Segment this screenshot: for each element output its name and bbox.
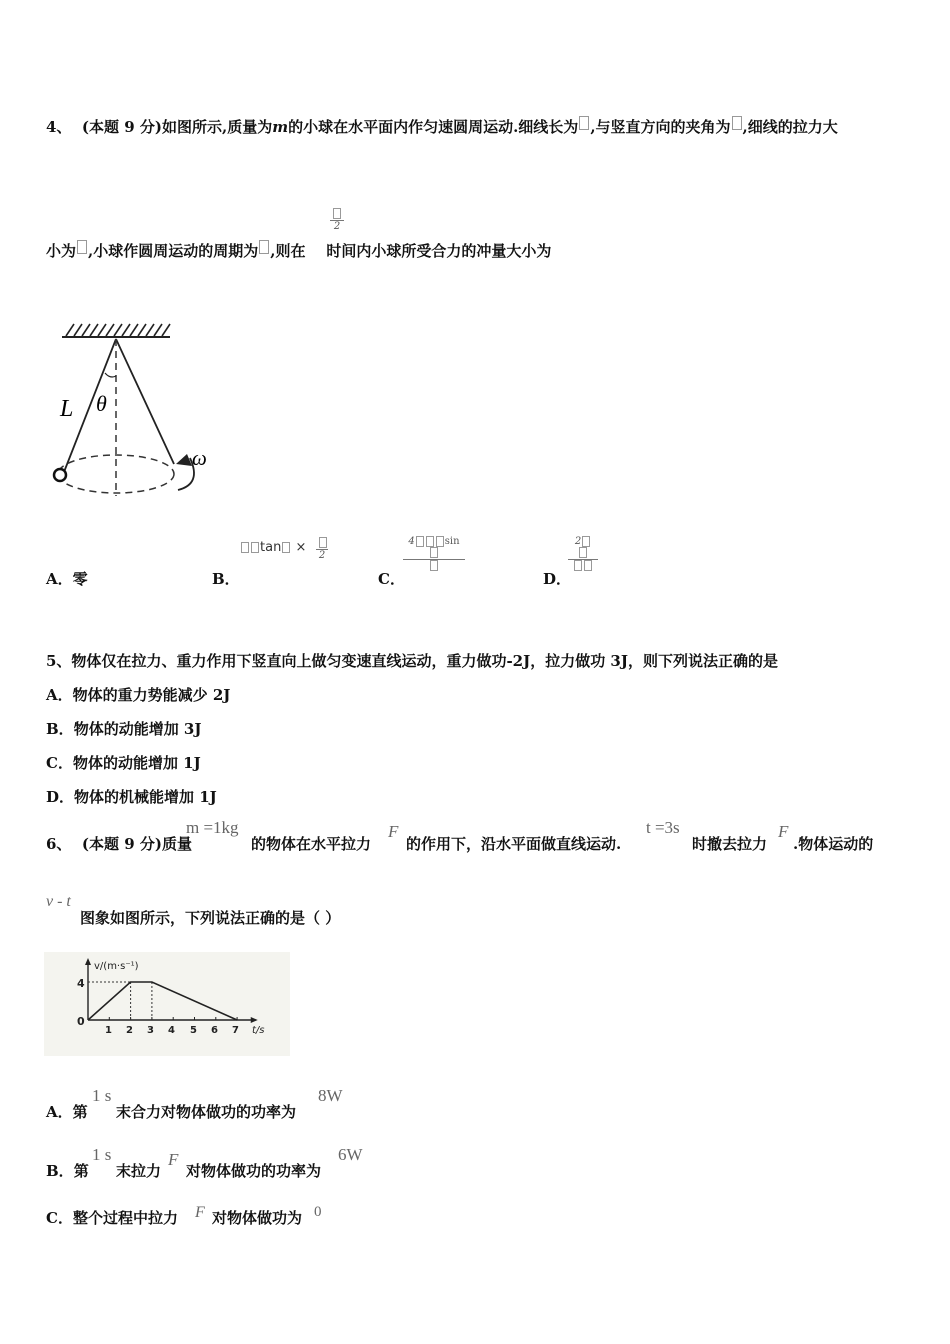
missing-glyph-icon — [241, 542, 249, 553]
q6-option-c-F: F — [195, 1204, 205, 1221]
q6-line1-b: 的物体在水平拉力 — [251, 835, 372, 853]
q6-option-b-text2: 对物体做功的功率为 — [186, 1162, 322, 1180]
x-tick-label-1: 1 — [105, 1025, 112, 1036]
x-tick-label-4: 4 — [168, 1025, 175, 1036]
missing-glyph-icon — [430, 560, 438, 571]
missing-glyph-icon — [426, 536, 434, 547]
q4-option-b-label[interactable]: B． — [212, 570, 240, 588]
q4-option-b-formula: tan × — [240, 540, 306, 555]
y-tick-label-4: 4 — [77, 977, 85, 990]
q6-vt-label: v - t — [46, 893, 71, 910]
missing-glyph-icon — [584, 560, 592, 571]
q5-option-b[interactable]: B．物体的动能增加 3J — [46, 720, 202, 738]
q4-line2: 小为 ,小球作圆周运动的周期为 ,则在 时间内小球所受合力的冲量大小为 — [46, 242, 552, 260]
conical-pendulum-figure — [40, 318, 230, 508]
q4-period-fraction: 2 — [330, 208, 344, 232]
q4-option-d-label[interactable]: D． — [543, 570, 572, 588]
missing-glyph-icon — [416, 536, 424, 547]
q6-line1: 6、 (本题 9 分)质量 — [46, 835, 192, 853]
q6-option-a-power: 8W — [318, 1086, 343, 1105]
q6-line1-c: 的作用下，沿水平面做直线运动. — [406, 835, 622, 853]
q6-option-c-text: 对物体做功为 — [212, 1209, 303, 1227]
q6-F-2: F — [778, 822, 789, 841]
q6-line1-d: 时撤去拉力 — [692, 835, 768, 853]
q6-option-a[interactable]: A．第 — [46, 1103, 88, 1121]
q5-option-d[interactable]: D．物体的机械能增加 1J — [46, 788, 217, 806]
missing-glyph-icon — [579, 116, 589, 130]
q5-option-c[interactable]: C．物体的动能增加 1J — [46, 754, 201, 772]
q6-option-a-time: 1 s — [92, 1086, 112, 1105]
q6-option-c-zero: 0 — [314, 1204, 322, 1220]
missing-glyph-icon — [282, 542, 290, 553]
q4-option-a[interactable]: A．零 — [46, 570, 88, 588]
q5-stem: 5、物体仅在拉力、重力作用下竖直向上做匀变速直线运动，重力做功-2J，拉力做功 3J，则下列说法正确的是 — [46, 652, 778, 670]
q4-option-c-label[interactable]: C． — [378, 570, 405, 588]
q4-option-b-fraction: 2 — [316, 537, 328, 561]
q6-option-a-text: 末合力对物体做功的功率为 — [116, 1103, 297, 1121]
q6-time-expr: t =3s — [646, 818, 680, 837]
q4-option-c-fraction: 4 sin — [403, 536, 465, 571]
q5-option-a[interactable]: A．物体的重力势能减少 2J — [46, 686, 231, 704]
missing-glyph-icon — [333, 208, 341, 219]
q6-option-b-time: 1 s — [92, 1145, 112, 1164]
q6-mass-expr: m =1kg — [186, 818, 239, 837]
x-tick-label-5: 5 — [190, 1025, 197, 1036]
q6-option-c[interactable]: C．整个过程中拉力 — [46, 1209, 178, 1227]
missing-glyph-icon — [436, 536, 444, 547]
string-right — [116, 339, 174, 464]
missing-glyph-icon — [574, 560, 582, 571]
q6-F-1: F — [388, 822, 399, 841]
x-axis-label: t/s — [252, 1025, 265, 1036]
missing-glyph-icon — [579, 547, 587, 558]
q6-option-b-text: 末拉力 — [116, 1162, 162, 1180]
missing-glyph-icon — [259, 240, 269, 254]
missing-glyph-icon — [251, 542, 259, 553]
q6-option-b-power: 6W — [338, 1145, 363, 1164]
q4-line1: 4、 (本题 9 分)如图所示,质量为m的小球在水平面内作匀速圆周运动.细线长为 ,与竖直方向的夹角为 ,细线的拉力大 — [46, 118, 838, 136]
ball — [54, 469, 66, 481]
label-L: L — [60, 396, 74, 422]
missing-glyph-icon — [319, 537, 327, 548]
q6-line2: 图象如图所示，下列说法正确的是（ ） — [80, 909, 341, 927]
angle-arc — [105, 373, 116, 377]
q6-line1-e: .物体运动的 — [793, 835, 874, 853]
vt-graph — [44, 952, 290, 1056]
x-tick-label-6: 6 — [211, 1025, 218, 1036]
graph-background — [44, 952, 290, 1056]
q6-option-b-F: F — [168, 1150, 179, 1169]
missing-glyph-icon — [582, 536, 590, 547]
q4-option-d-fraction: 2 — [568, 536, 598, 571]
label-omega: ω — [192, 446, 207, 470]
y-tick-label-0: 0 — [77, 1015, 85, 1028]
x-tick-label-7: 7 — [232, 1025, 239, 1036]
rotation-arrowhead — [176, 454, 192, 466]
x-tick-label-2: 2 — [126, 1025, 133, 1036]
missing-glyph-icon — [430, 547, 438, 558]
ceiling-hatch — [66, 324, 170, 336]
missing-glyph-icon — [732, 116, 742, 130]
q6-option-b[interactable]: B．第 — [46, 1162, 89, 1180]
x-tick-label-3: 3 — [147, 1025, 154, 1036]
y-axis-label: v/(m·s⁻¹) — [94, 961, 139, 972]
label-theta: θ — [96, 391, 107, 416]
missing-glyph-icon — [77, 240, 87, 254]
